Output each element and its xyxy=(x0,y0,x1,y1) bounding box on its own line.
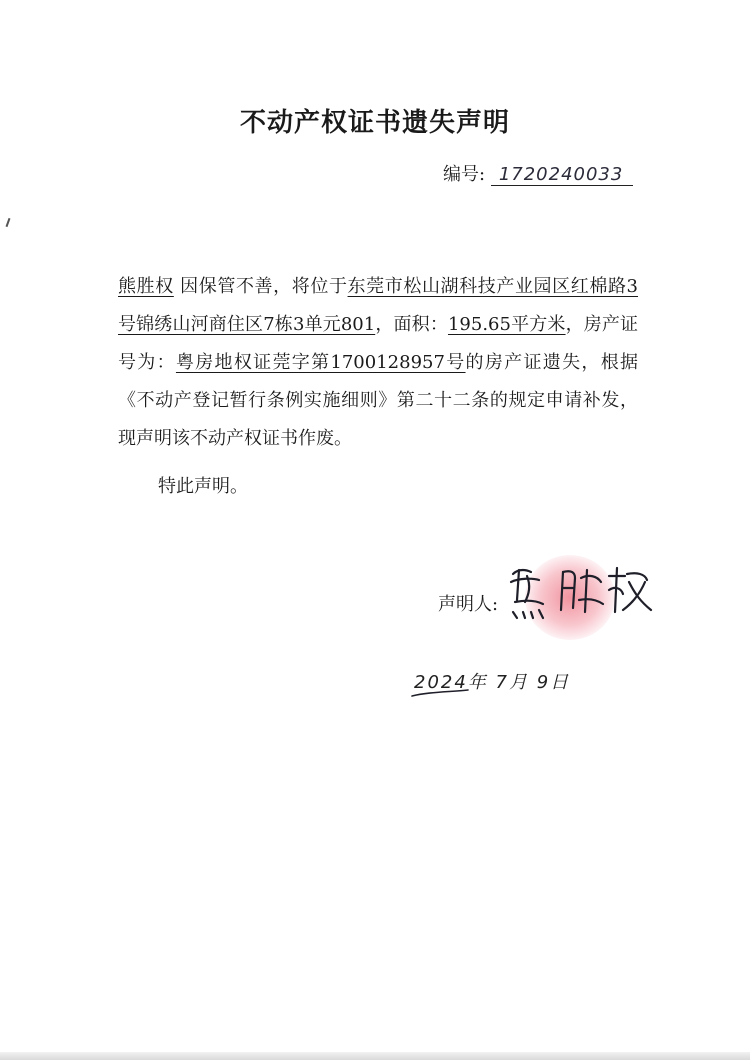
statement-body xyxy=(118,268,638,458)
closing-statement: 特此声明。 xyxy=(158,476,248,497)
owner-name: 熊胜权 xyxy=(118,276,174,297)
declarant-label: 声明人: xyxy=(438,594,499,615)
certificate-number: 粤房地权证莞字第1700128957号 xyxy=(175,352,466,373)
document-title: 不动产权证书遗失声明 xyxy=(239,108,510,138)
scan-mark xyxy=(6,218,11,227)
document-number-row xyxy=(443,160,633,186)
number-label: 编号: xyxy=(443,164,486,185)
page-bottom-edge xyxy=(0,1052,750,1060)
body-segment-3: ，房产证号为： xyxy=(118,314,639,373)
body-segment-1: 因保管不善，将位于 xyxy=(180,276,348,297)
handwritten-signature xyxy=(505,560,655,630)
body-segment-4: 的房产证遗失，根据《不动产登记暂行条例实施细则》第二十二条的规定申请补发，现声明该不动产权证书作废。 xyxy=(118,352,639,449)
property-address: 东莞市松山湖科技产业园区红棉路3号锦绣山河商住区7栋3单元801 xyxy=(118,276,639,335)
property-area: 195.65平方米 xyxy=(447,314,566,335)
number-value: 1720240033 xyxy=(491,164,633,186)
signing-date: 2024年 7月 9日 xyxy=(414,672,571,693)
body-segment-2: ，面积： xyxy=(375,314,448,335)
